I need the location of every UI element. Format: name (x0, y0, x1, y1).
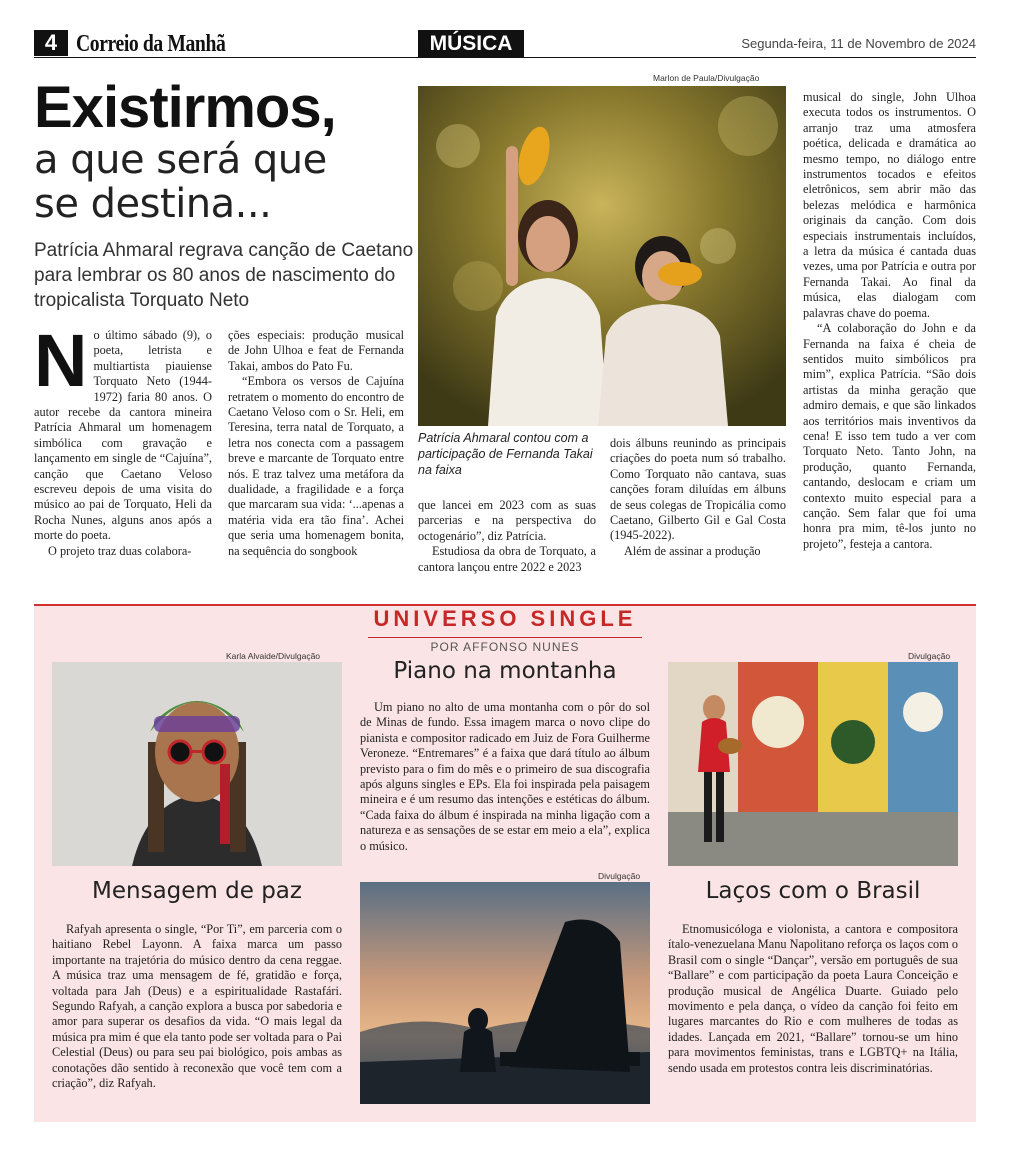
item-title: Piano na montanha (393, 658, 617, 684)
article-column-4 (610, 436, 786, 559)
item-title: Mensagem de paz (92, 878, 302, 904)
paragraph: “A colaboração do John e da Fernanda na faixa é cheia de sentidos muito simbólicos pra mim”, explica Patrícia. “São dois artistas da minha geração que admiro demais, e que são linkados aos territórios mais inventivos da cena! E isso tem tudo a ver com Torquato Neto. Tanto John, na produção, quanto Fernanda, cantando, deslocam e criam um contexto muito especial para a canção. Sem falar que foi uma honra pra mim, tê-los junto no projeto”, festeja a cantora. (803, 321, 976, 551)
headline-line-1: a que será que (34, 137, 327, 183)
main-photo (418, 86, 786, 426)
box-title: UNIVERSO SINGLE (373, 606, 637, 631)
paragraph: Um piano no alto de uma montanha com o pôr do sol de Minas de fundo. Essa imagem marca o novo clipe do pianista e compositor radicado em Juiz de Fora Guilherme Veroneze. “Entremares” é a faixa que dará título ao álbum previsto para o fim do mês e o primeiro de sua discografia após alguns singles e EPs. Ela foi inspirada pela paisagem mineira e é um resumo das intenções e estéticas do álbum. “Cada faixa do álbum é inspirada na minha ligação com a natureza e as sensações de se estar em meio a ela”, explica o músico. (360, 700, 650, 853)
paragraph: Além de assinar a produção (624, 543, 761, 558)
page-number: 4 (34, 30, 68, 56)
article-column-3 (418, 498, 596, 575)
paragraph: Etnomusicóloga e violonista, a cantora e compositora ítalo-venezuelana Manu Napolitano reforça os laços com o Brasil com o single “Dançar”, versão em português de sua “Ballare” e com participação da poeta Laura Conceição e produção musical de Angélica Duarte. Guiado pelo movimento e pela dança, o vídeo da canção foi feito em lugares marcantes do Rio e com mulheres de todas as idades. Lançada em 2021, “Ballare” tornou-se um hino para movimentos feministas, trans e LGBTQ+ na Itália, sendo usada em protestos contra leis discriminatórias. (668, 922, 958, 1075)
paragraph: Rafyah apresenta o single, “Por Ti”, em parceria com o haitiano Rebel Layonn. A faixa marca um passo importante na trajetória do músico dentro da cena reggae. A música traz uma mensagem de fé, gratidão e força, voltada para Jah (Deus) e a espiritualidade Rastafári. Segundo Rafyah, a canção explora a busca por sabedoria e amor para superar os desafios da vida. “O mais legal da música pra mim é que ela tanto pode ser voltada para o Pai Celestial (Deus) ou para seu pai biológico, pois ambas as conotações dão sentido à reconexão que você tem com a criação”, diz Rafyah. (52, 922, 342, 1091)
paragraph: musical do single, John Ulhoa executa todos os instrumentos. O arranjo traz uma atmosfera poética, delicada e dramática ao mesmo tempo, no diálogo entre instrumentos tocados e efeitos eletrônicos, sem abrir mão das belezas melódica e harmônica originais da canção. Com dois especiais instrumentais incluídos, a letra da música é cantada duas vezes, uma por Patrícia e outra por Fernanda Takai. Ao final da música, elas dialogam com palavras chave do poema. (803, 90, 976, 320)
box-byline: POR AFFONSO NUNES (430, 640, 580, 654)
paragraph: o último sábado (9), o poeta, letrista e multiartista piauiense Torquato Neto (1944-1972) faria 80 anos. O autor recebe da cantora mineira Patrícia Ahmaral um homenagem simbólica com gravação e lançamento em single de “Cajuína”, canção que Caetano Veloso escreveu depois de uma visita do músico ao pai de Torquato, Heli da Rocha Nunes, alguns anos após a morte do poeta. (34, 328, 212, 543)
issue-date: Segunda-feira, 11 de Novembro de 2024 (741, 36, 976, 51)
photo-two-women-with-leaves (418, 86, 786, 426)
photo-piano-on-mountain-sunset (360, 882, 650, 1104)
article-column-2 (228, 328, 404, 559)
photo-musician-with-sunglasses (52, 662, 342, 866)
headline-line-2: se destina... (34, 181, 272, 227)
item-text (668, 922, 958, 1076)
paragraph: “Embora os versos de Cajuína retratem o momento do encontro de Caetano Veloso com o Sr. Heli, em Teresina, terra natal de Torquato, a letra nos conecta com a passagem breve e marcante de Torquato entre nós. E traz talvez uma metáfora da dualidade, a fragilidade e a força que marcaram sua vida: ‘...apenas a matéria vida era tão fina’. Achei que seria uma homenagem bonita, na sequência do songbook (228, 374, 404, 558)
piano-photo (360, 882, 650, 1104)
photo-credit: Divulgação (908, 651, 951, 661)
photo-credit: Marlon de Paula/Divulgação (653, 73, 760, 83)
paragraph: O projeto traz duas colabora- (48, 543, 192, 558)
paragraph: ções especiais: produção musical de John Ulhoa e feat de Fernanda Takai, ambos do Pato Fu. (228, 328, 404, 373)
header-divider (34, 57, 976, 58)
photo-credit: Karla Alvaide/Divulgação (226, 651, 321, 661)
paragraph: Estudiosa da obra de Torquato, a cantora lançou entre 2022 e 2023 (418, 544, 596, 574)
item-text (360, 700, 650, 854)
manu-photo (668, 662, 958, 866)
paragraph: que lancei em 2023 com as suas parcerias e na perspectiva do octogenário”, diz Patrícia. (418, 498, 596, 543)
rafyah-photo (52, 662, 342, 866)
photo-credit: Divulgação (598, 871, 641, 881)
paragraph: dois álbuns reunindo as principais criações do poeta num só trabalho. Como Torquato não cantava, suas canções foram diluídas em álbuns de seus colegas de Tropicália como Caetano, Gilberto Gil e Gal Costa (1945-2022). (610, 436, 786, 543)
box-title-rule (368, 637, 642, 638)
drop-cap: N (34, 319, 88, 402)
headline-bold: Existirmos, (34, 75, 336, 140)
photo-singer-graffiti-wall (668, 662, 958, 866)
headline (34, 75, 414, 227)
subheadline: Patrícia Ahmaral regrava canção de Caetano para lembrar os 80 anos de nascimento do tropicalista Torquato Neto (34, 240, 414, 311)
article-column-1 (34, 319, 212, 559)
item-title: Laços com o Brasil (705, 878, 921, 904)
section-label: MÚSICA (418, 30, 524, 58)
article-column-5 (803, 90, 976, 552)
newspaper-masthead: Correio da Manhã (76, 31, 226, 57)
item-text (52, 922, 342, 1091)
photo-caption: Patrícia Ahmaral contou com a participação de Fernanda Takai na faixa (418, 431, 593, 477)
